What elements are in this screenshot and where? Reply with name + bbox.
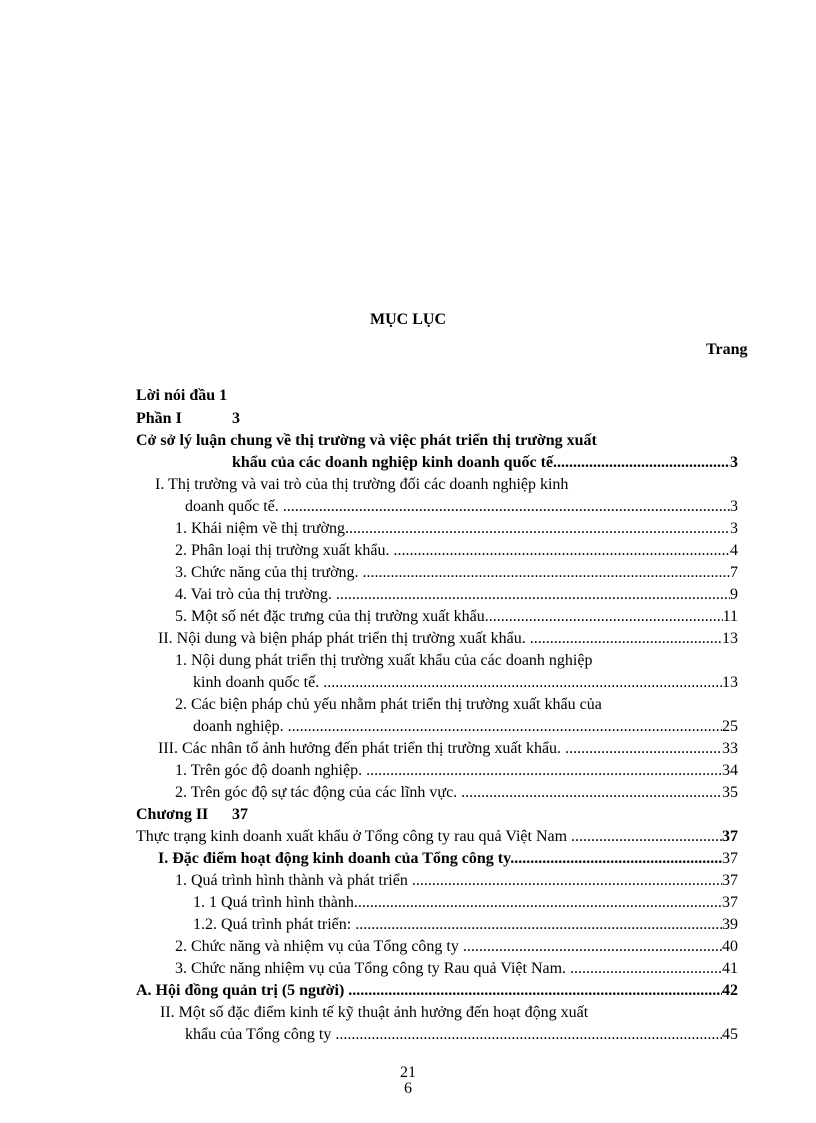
page-number-bottom: 6: [404, 1080, 412, 1097]
toc-entry-chapter2-page: 37: [232, 806, 248, 823]
toc-entry-text: kinh doanh quốc tế. .....: [193, 673, 722, 693]
toc-entry-text: khẩu của Tổng công ty .....: [185, 1025, 722, 1045]
toc-entry-text: 2. Chức năng và nhiệm vụ của Tổng công ty .....: [175, 937, 722, 957]
page-column-label: Trang: [706, 341, 748, 358]
toc-page-number: 34: [722, 762, 738, 779]
toc-entry-text: III. Các nhân tố ảnh hưởng đến phát triển thị trường xuất khẩu. .....: [158, 739, 722, 759]
toc-entry-part1-title: [232, 453, 738, 473]
toc-page-number: 13: [722, 630, 738, 647]
toc-entry-part1-page: 3: [232, 410, 240, 427]
toc-entry-text: Thực trạng kinh doanh xuất khẩu ở Tổng công ty rau quả Việt Nam .....: [136, 827, 722, 847]
toc-entry-c2: [185, 1025, 738, 1045]
toc-entry-text: 5. Một số nét đặc trưng của thị trường xuất khẩu. .....: [175, 607, 723, 627]
toc-page-number: 37: [722, 872, 738, 889]
toc-entry-s3-2: [175, 783, 738, 803]
toc-entry-text: khẩu của các doanh nghiệp kinh doanh quốc tế .....: [232, 453, 730, 473]
toc-entry-part1-label: Phần I: [136, 410, 182, 427]
toc-entry-s2-1-line1: 1. Nội dung phát triển thị trường xuất khẩu của các doanh nghiệp: [175, 652, 593, 669]
toc-entry-s2-1: [193, 673, 738, 693]
toc-entry-text: 3. Chức năng nhiệm vụ của Tổng công ty Rau quả Việt Nam. .....: [175, 959, 722, 979]
toc-entry-text: 1. Trên góc độ doanh nghiệp. .....: [175, 761, 722, 781]
toc-entry-part1-title-line1: Cở sở lý luận chung về thị trường và việc phát triển thị trường xuất: [136, 432, 597, 449]
toc-page-number: 37: [722, 894, 738, 911]
toc-entry-s1-3: [175, 563, 738, 583]
toc-entry-c1: [158, 849, 738, 869]
toc-entry-text: 2. Phân loại thị trường xuất khẩu. .....: [175, 541, 730, 561]
toc-entry-text: 1. Quá trình hình thành và phát triển .....: [175, 871, 722, 891]
toc-entry-board: [136, 981, 738, 1001]
toc-page-number: 3: [730, 498, 738, 515]
toc-page-number: 11: [722, 608, 738, 625]
toc-entry-c1-3: [175, 959, 738, 979]
toc-entry-text: I. Đặc điểm hoạt động kinh doanh của Tổng công ty .....: [158, 849, 722, 869]
toc-entry-text: A. Hội đồng quản trị (5 người) .....: [136, 981, 722, 1001]
toc-entry-text: doanh nghiệp. .....: [193, 717, 722, 737]
toc-page-number: 9: [730, 586, 738, 603]
toc-entry-s3-1: [175, 761, 738, 781]
toc-page-number: 42: [722, 982, 738, 999]
toc-entry-chapter2-label: Chương II: [136, 806, 209, 823]
toc-page-number: 7: [730, 564, 738, 581]
toc-entry-c1-1: [175, 871, 738, 891]
page-number-top: 21: [400, 1064, 416, 1081]
toc-page-number: 45: [722, 1026, 738, 1043]
toc-page-number: 37: [722, 828, 738, 845]
toc-entry-s1-line1: I. Thị trường và vai trò của thị trường đối các doanh nghiệp kinh: [155, 476, 569, 493]
toc-entry-text: 4. Vai trò của thị trường. .....: [175, 585, 730, 605]
toc-entry-c1-1-1: [193, 893, 738, 913]
page-title: MỤC LỤC: [370, 311, 446, 328]
toc-entry-s2-2-line1: 2. Các biện pháp chủ yếu nhằm phát triển thị trường xuất khẩu của: [175, 696, 602, 713]
toc-entry-text: II. Nội dung và biện pháp phát triển thị trường xuất khẩu. .....: [158, 629, 722, 649]
toc-page-number: 37: [722, 850, 738, 867]
toc-entry-text: 3. Chức năng của thị trường. .....: [175, 563, 730, 583]
toc-entry-s2-2: [193, 717, 738, 737]
toc-page-number: 13: [722, 674, 738, 691]
toc-page-number: 39: [722, 916, 738, 933]
toc-page-number: 35: [722, 784, 738, 801]
toc-page-number: 41: [722, 960, 738, 977]
toc-entry-s2: [158, 629, 738, 649]
toc-entry-text: doanh quốc tế. .....: [185, 497, 730, 517]
toc-page-number: 33: [722, 740, 738, 757]
toc-entry-s1-1: [175, 519, 738, 539]
toc-entry-c2-line1: II. Một số đặc điểm kinh tế kỹ thuật ảnh hưởng đến hoạt động xuất: [160, 1004, 589, 1021]
toc-entry-chapter2-title: [136, 827, 738, 847]
toc-entry-text: 2. Trên góc độ sự tác động của các lĩnh vực. .....: [175, 783, 722, 803]
toc-entry-text: 1. Khái niệm về thị trường. .....: [175, 519, 730, 539]
toc-entry-s1: [185, 497, 738, 517]
toc-page-number: 25: [722, 718, 738, 735]
toc-page-number: 40: [722, 938, 738, 955]
toc-page-number: 4: [730, 542, 738, 559]
toc-entry-s1-2: [175, 541, 738, 561]
toc-entry-text: 1.2. Quá trình phát triển: .....: [193, 915, 722, 935]
toc-page-number: 3: [730, 454, 738, 471]
toc-entry-s1-4: [175, 585, 738, 605]
toc-entry-c1-1-2: [193, 915, 738, 935]
toc-page-number: 3: [730, 520, 738, 537]
toc-entry-c1-2: [175, 937, 738, 957]
toc-entry-s1-5: [175, 607, 738, 627]
toc-entry-s3: [158, 739, 738, 759]
toc-entry-text: 1. 1 Quá trình hình thành .....: [193, 893, 722, 913]
toc-entry-preface: Lời nói đầu 1: [136, 387, 228, 404]
